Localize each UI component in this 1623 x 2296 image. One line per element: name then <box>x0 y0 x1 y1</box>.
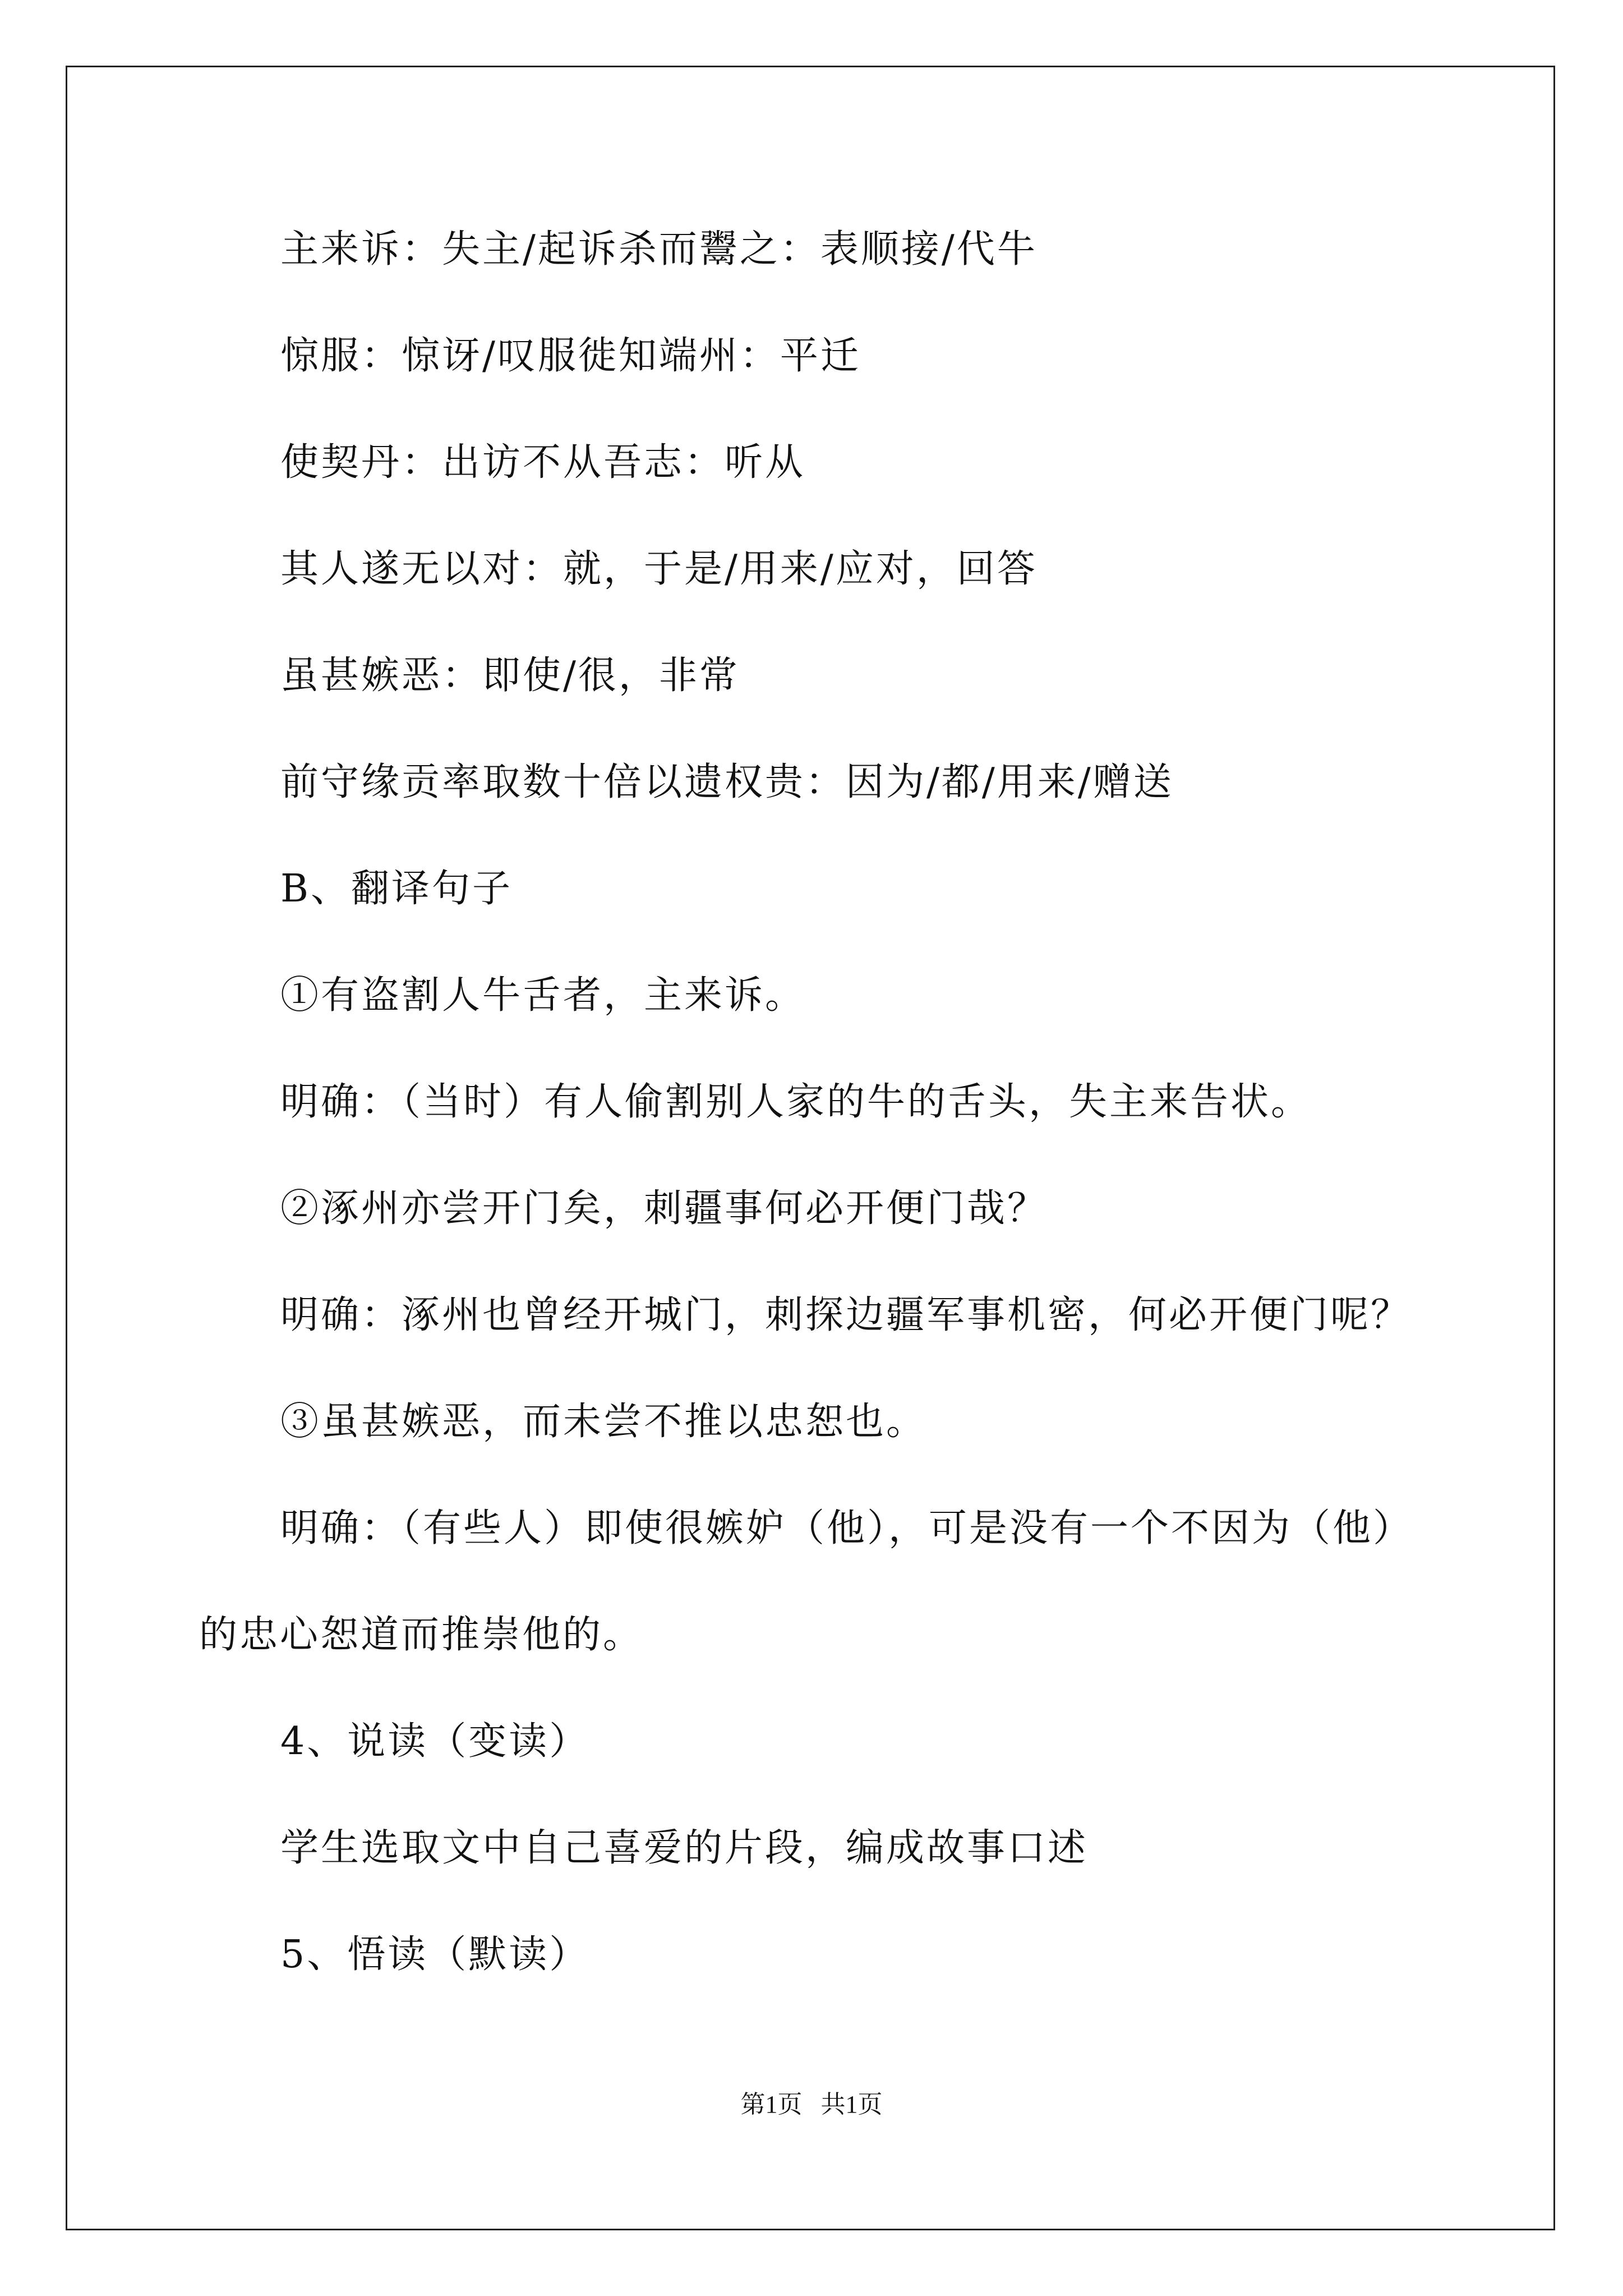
text-line-1: 主来诉：失主/起诉杀而鬻之：表顺接/代牛 <box>280 227 1038 272</box>
section-heading-4: 4、说读（变读） <box>280 1719 590 1764</box>
text-line-3: 使契丹：出访不从吾志：听从 <box>280 440 806 485</box>
answer-2: 明确：涿州也曾经开城门，刺探边疆军事机密，何必开便门呢？ <box>280 1293 1412 1337</box>
sentence-3: ③虽甚嫉恶，而未尝不推以忠恕也。 <box>280 1400 927 1444</box>
sentence-1: ①有盗割人牛舌者，主来诉。 <box>280 973 806 1018</box>
answer-3-part-2: 的忠心恕道而推崇他的。 <box>199 1613 644 1657</box>
text-line-6: 前守缘贡率取数十倍以遗权贵：因为/都/用来/赠送 <box>280 760 1174 804</box>
text-line-2: 惊服：惊讶/叹服徙知端州：平迁 <box>280 334 861 378</box>
section-heading-5: 5、悟读（默读） <box>280 1932 590 1977</box>
section-4-text: 学生选取文中自己喜爱的片段，编成故事口述 <box>280 1826 1089 1870</box>
answer-3-part-1: 明确：（有些人）即使很嫉妒（他），可是没有一个不因为（他） <box>280 1506 1414 1550</box>
text-line-5: 虽甚嫉恶：即使/很，非常 <box>280 654 740 698</box>
page-footer: 第1页 共1页 <box>740 2091 883 2118</box>
section-heading-translate: B、翻译句子 <box>280 867 513 911</box>
page-border <box>66 66 1555 2230</box>
sentence-2: ②涿州亦尝开门矣，刺疆事何必开便门哉？ <box>280 1186 1048 1231</box>
text-line-4: 其人遂无以对：就，于是/用来/应对，回答 <box>280 547 1038 591</box>
answer-1: 明确：（当时）有人偷割别人家的牛的舌头，失主来告状。 <box>280 1080 1312 1124</box>
